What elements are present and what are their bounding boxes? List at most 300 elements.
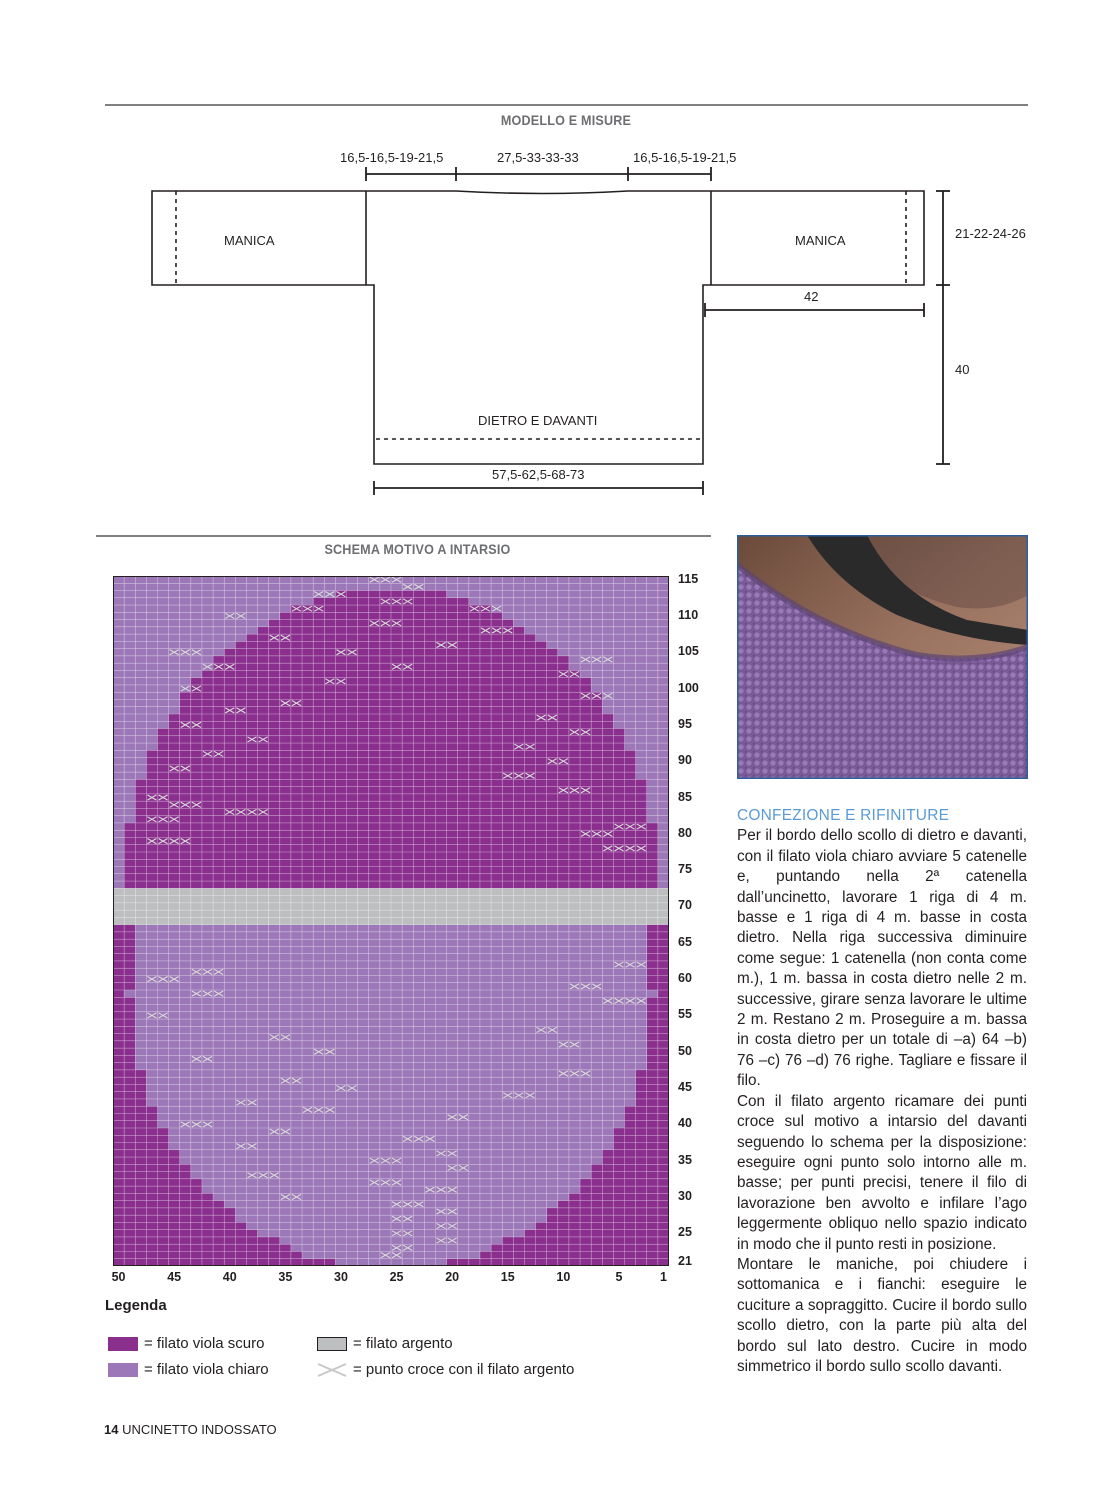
chart-cell <box>569 1193 580 1200</box>
chart-cell <box>324 1244 335 1251</box>
chart-cell <box>202 1012 213 1019</box>
chart-cell <box>280 714 291 721</box>
chart-cell <box>269 772 280 779</box>
chart-cell <box>113 620 124 627</box>
chart-cell <box>213 910 224 917</box>
chart-cell <box>224 837 235 844</box>
chart-cell <box>269 1012 280 1019</box>
chart-cell <box>447 816 458 823</box>
chart-cell <box>324 707 335 714</box>
chart-cell <box>135 1215 146 1222</box>
chart-cell <box>491 925 502 932</box>
chart-cell <box>335 1164 346 1171</box>
chart-cell <box>235 1026 246 1033</box>
chart-cell <box>513 1034 524 1041</box>
chart-cell <box>447 1055 458 1062</box>
chart-cell <box>135 699 146 706</box>
chart-cell <box>558 1106 569 1113</box>
chart-cell <box>580 576 591 583</box>
chart-cell <box>347 1063 358 1070</box>
chart-cell <box>569 837 580 844</box>
chart-cell <box>424 1164 435 1171</box>
chart-cell <box>213 881 224 888</box>
chart-cell <box>324 576 335 583</box>
chart-cell <box>169 830 180 837</box>
chart-cell <box>324 779 335 786</box>
chart-cell <box>502 1143 513 1150</box>
chart-cell <box>324 758 335 765</box>
chart-cell <box>647 1208 658 1215</box>
chart-cell <box>636 678 647 685</box>
chart-cell <box>580 1150 591 1157</box>
chart-cell <box>547 707 558 714</box>
chart-cell <box>235 939 246 946</box>
chart-cell <box>435 852 446 859</box>
chart-cell <box>413 1164 424 1171</box>
chart-cell <box>202 1186 213 1193</box>
chart-cell <box>636 591 647 598</box>
chart-cell <box>169 1041 180 1048</box>
chart-cell <box>536 1230 547 1237</box>
chart-cell <box>291 656 302 663</box>
chart-cell <box>591 576 602 583</box>
chart-cell <box>547 983 558 990</box>
chart-cell <box>591 1251 602 1258</box>
chart-cell <box>480 823 491 830</box>
chart-cell <box>313 1179 324 1186</box>
chart-cell <box>246 1164 257 1171</box>
chart-cell <box>391 881 402 888</box>
chart-cell <box>269 714 280 721</box>
chart-cell <box>513 859 524 866</box>
chart-cell <box>191 1012 202 1019</box>
chart-cell <box>335 1041 346 1048</box>
chart-cell <box>625 1143 636 1150</box>
chart-cell <box>369 707 380 714</box>
chart-cell <box>658 867 669 874</box>
chart-cell <box>347 939 358 946</box>
chart-cell <box>435 627 446 634</box>
chart-cell <box>625 983 636 990</box>
chart-cell <box>424 663 435 670</box>
chart-cell <box>480 634 491 641</box>
chart-cell <box>613 1164 624 1171</box>
chart-cell <box>280 772 291 779</box>
chart-cell <box>391 772 402 779</box>
chart-cell <box>213 925 224 932</box>
chart-cell <box>180 903 191 910</box>
chart-cell <box>124 1164 135 1171</box>
chart-cell <box>213 1201 224 1208</box>
chart-cell <box>235 968 246 975</box>
chart-cell <box>302 1230 313 1237</box>
chart-cell <box>569 1012 580 1019</box>
chart-cell <box>636 968 647 975</box>
chart-cell <box>146 678 157 685</box>
chart-cell <box>146 699 157 706</box>
chart-cell <box>524 1193 535 1200</box>
chart-cell <box>558 867 569 874</box>
chart-cell <box>647 975 658 982</box>
chart-cell <box>435 1063 446 1070</box>
chart-cell <box>302 1063 313 1070</box>
chart-cell <box>369 583 380 590</box>
chart-cell <box>335 968 346 975</box>
chart-cell <box>402 605 413 612</box>
chart-cell <box>469 576 480 583</box>
chart-cell <box>291 758 302 765</box>
chart-cell <box>502 1099 513 1106</box>
chart-cell <box>480 1230 491 1237</box>
chart-cell <box>435 1164 446 1171</box>
chart-cell <box>558 641 569 648</box>
chart-cell <box>602 954 613 961</box>
chart-cell <box>135 925 146 932</box>
chart-cell <box>291 794 302 801</box>
chart-cell <box>358 1106 369 1113</box>
chart-cell <box>536 1113 547 1120</box>
chart-cell <box>135 1041 146 1048</box>
chart-cell <box>658 932 669 939</box>
chart-cell <box>591 1172 602 1179</box>
chart-cell <box>480 1048 491 1055</box>
chart-cell <box>324 917 335 924</box>
chart-cell <box>291 874 302 881</box>
chart-cell <box>347 692 358 699</box>
chart-cell <box>335 881 346 888</box>
chart-cell <box>513 816 524 823</box>
chart-cell <box>213 576 224 583</box>
chart-cell <box>380 605 391 612</box>
chart-cell <box>224 1222 235 1229</box>
chart-cell <box>480 685 491 692</box>
chart-cell <box>157 859 168 866</box>
chart-cell <box>169 1143 180 1150</box>
chart-cell <box>402 685 413 692</box>
chart-cell <box>602 1019 613 1026</box>
chart-cell <box>558 997 569 1004</box>
chart-cell <box>447 1193 458 1200</box>
chart-x-label: 25 <box>389 1270 404 1284</box>
chart-cell <box>291 721 302 728</box>
chart-cell <box>591 750 602 757</box>
chart-cell <box>469 867 480 874</box>
chart-cell <box>502 678 513 685</box>
chart-cell <box>536 627 547 634</box>
chart-cell <box>625 932 636 939</box>
chart-cell <box>369 867 380 874</box>
chart-cell <box>324 1092 335 1099</box>
chart-cell <box>458 954 469 961</box>
chart-cell <box>569 1244 580 1251</box>
chart-cell <box>191 765 202 772</box>
chart-cell <box>358 1055 369 1062</box>
chart-cell <box>258 801 269 808</box>
chart-cell <box>291 1201 302 1208</box>
chart-cell <box>224 634 235 641</box>
chart-cell <box>447 1092 458 1099</box>
chart-cell <box>424 685 435 692</box>
chart-cell <box>324 1143 335 1150</box>
chart-cell <box>424 1070 435 1077</box>
chart-cell <box>569 656 580 663</box>
chart-cell <box>246 1244 257 1251</box>
chart-cell <box>591 997 602 1004</box>
chart-cell <box>513 620 524 627</box>
chart-cell <box>213 801 224 808</box>
chart-cell <box>402 750 413 757</box>
chart-cell <box>157 968 168 975</box>
chart-cell <box>358 699 369 706</box>
chart-cell <box>625 678 636 685</box>
chart-cell <box>324 1041 335 1048</box>
chart-cell <box>391 743 402 750</box>
chart-cell <box>180 997 191 1004</box>
chart-cell <box>358 896 369 903</box>
chart-cell <box>658 990 669 997</box>
chart-cell <box>269 670 280 677</box>
chart-cell <box>469 1055 480 1062</box>
chart-cell <box>269 1063 280 1070</box>
chart-cell <box>636 852 647 859</box>
chart-cell <box>636 1215 647 1222</box>
chart-cell <box>146 1077 157 1084</box>
chart-cell <box>547 830 558 837</box>
chart-cell <box>135 736 146 743</box>
chart-cell <box>169 1193 180 1200</box>
chart-cell <box>513 729 524 736</box>
chart-cell <box>447 627 458 634</box>
chart-cell <box>424 910 435 917</box>
chart-cell <box>269 1259 280 1266</box>
chart-cell <box>280 983 291 990</box>
chart-cell <box>380 1143 391 1150</box>
chart-cell <box>625 954 636 961</box>
chart-cell <box>280 816 291 823</box>
chart-cell <box>625 925 636 932</box>
chart-cell <box>513 612 524 619</box>
chart-cell <box>213 772 224 779</box>
chart-cell <box>213 1041 224 1048</box>
chart-cell <box>269 583 280 590</box>
chart-cell <box>636 772 647 779</box>
chart-cell <box>480 852 491 859</box>
chart-cell <box>591 1106 602 1113</box>
chart-cell <box>358 975 369 982</box>
chart-cell <box>146 1113 157 1120</box>
chart-cell <box>302 837 313 844</box>
chart-cell <box>569 772 580 779</box>
chart-cell <box>491 1157 502 1164</box>
chart-cell <box>547 975 558 982</box>
chart-cell <box>491 1201 502 1208</box>
chart-cell <box>491 598 502 605</box>
chart-cell <box>113 1259 124 1266</box>
chart-cell <box>369 1164 380 1171</box>
chart-cell <box>224 961 235 968</box>
chart-cell <box>513 634 524 641</box>
chart-cell <box>636 729 647 736</box>
chart-cell <box>469 954 480 961</box>
chart-cell <box>180 743 191 750</box>
chart-cell <box>424 656 435 663</box>
chart-cell <box>391 852 402 859</box>
chart-cell <box>636 1084 647 1091</box>
chart-cell <box>146 656 157 663</box>
chart-cell <box>658 670 669 677</box>
chart-cell <box>636 707 647 714</box>
chart-cell <box>625 576 636 583</box>
chart-cell <box>569 699 580 706</box>
chart-cell <box>524 954 535 961</box>
chart-cell <box>191 634 202 641</box>
chart-cell <box>369 1259 380 1266</box>
chart-cell <box>558 1063 569 1070</box>
chart-cell <box>135 1230 146 1237</box>
chart-cell <box>135 1106 146 1113</box>
chart-cell <box>602 758 613 765</box>
chart-cell <box>447 932 458 939</box>
chart-cell <box>124 721 135 728</box>
chart-cell <box>135 1077 146 1084</box>
chart-cell <box>191 997 202 1004</box>
chart-cell <box>647 692 658 699</box>
chart-cell <box>391 1034 402 1041</box>
chart-cell <box>347 1012 358 1019</box>
chart-cell <box>647 881 658 888</box>
chart-cell <box>291 591 302 598</box>
chart-cell <box>569 612 580 619</box>
chart-cell <box>124 656 135 663</box>
chart-cell <box>536 1193 547 1200</box>
chart-cell <box>513 881 524 888</box>
chart-cell <box>569 1172 580 1179</box>
chart-cell <box>280 990 291 997</box>
chart-cell <box>258 1026 269 1033</box>
chart-cell <box>191 808 202 815</box>
chart-cell <box>202 1150 213 1157</box>
chart-cell <box>502 830 513 837</box>
chart-cell <box>347 772 358 779</box>
chart-cell <box>235 1041 246 1048</box>
chart-cell <box>358 1230 369 1237</box>
chart-cell <box>313 1084 324 1091</box>
chart-cell <box>180 1150 191 1157</box>
chart-cell <box>513 1186 524 1193</box>
chart-cell <box>569 859 580 866</box>
chart-cell <box>358 641 369 648</box>
chart-cell <box>613 1128 624 1135</box>
chart-cell <box>391 867 402 874</box>
chart-cell <box>591 888 602 895</box>
chart-cell <box>424 1055 435 1062</box>
chart-cell <box>569 1092 580 1099</box>
chart-cell <box>591 1128 602 1135</box>
chart-cell <box>258 1048 269 1055</box>
chart-cell <box>258 1121 269 1128</box>
chart-cell <box>424 779 435 786</box>
chart-cell <box>191 743 202 750</box>
chart-cell <box>358 1041 369 1048</box>
chart-cell <box>580 1186 591 1193</box>
chart-cell <box>124 990 135 997</box>
chart-cell <box>391 787 402 794</box>
chart-cell <box>380 1230 391 1237</box>
chart-cell <box>491 1113 502 1120</box>
chart-cell <box>235 714 246 721</box>
chart-cell <box>636 932 647 939</box>
chart-cell <box>502 1150 513 1157</box>
chart-cell <box>602 1164 613 1171</box>
chart-cell <box>502 1208 513 1215</box>
chart-cell <box>569 605 580 612</box>
chart-cell <box>380 910 391 917</box>
chart-cell <box>313 1012 324 1019</box>
chart-cell <box>558 1055 569 1062</box>
chart-cell <box>658 656 669 663</box>
chart-cell <box>424 845 435 852</box>
chart-cell <box>558 1172 569 1179</box>
chart-cell <box>135 641 146 648</box>
chart-cell <box>591 598 602 605</box>
chart-cell <box>146 743 157 750</box>
chart-cell <box>202 1048 213 1055</box>
chart-cell <box>313 1005 324 1012</box>
chart-cell <box>269 1048 280 1055</box>
chart-cell <box>636 1157 647 1164</box>
chart-cell <box>413 1251 424 1258</box>
chart-cell <box>358 1113 369 1120</box>
chart-cell <box>513 1193 524 1200</box>
chart-cell <box>625 1251 636 1258</box>
chart-cell <box>358 598 369 605</box>
chart-cell <box>191 750 202 757</box>
chart-cell <box>469 1005 480 1012</box>
chart-cell <box>613 983 624 990</box>
chart-cell <box>524 1121 535 1128</box>
chart-cell <box>580 896 591 903</box>
chart-cell <box>558 1230 569 1237</box>
chart-cell <box>369 823 380 830</box>
chart-cell <box>113 1193 124 1200</box>
chart-cell <box>113 714 124 721</box>
chart-cell <box>602 932 613 939</box>
chart-cell <box>135 983 146 990</box>
chart-cell <box>157 1055 168 1062</box>
chart-cell <box>402 1208 413 1215</box>
chart-cell <box>502 779 513 786</box>
chart-cell <box>469 932 480 939</box>
chart-cell <box>413 620 424 627</box>
chart-cell <box>391 808 402 815</box>
chart-cell <box>469 743 480 750</box>
chart-cell <box>591 939 602 946</box>
chart-cell <box>424 714 435 721</box>
chart-cell <box>280 663 291 670</box>
chart-cell <box>658 1019 669 1026</box>
chart-cell <box>302 1157 313 1164</box>
chart-cell <box>291 961 302 968</box>
chart-cell <box>647 765 658 772</box>
chart-cell <box>502 663 513 670</box>
chart-cell <box>513 1201 524 1208</box>
chart-cell <box>658 830 669 837</box>
chart-cell <box>313 1019 324 1026</box>
chart-cell <box>491 859 502 866</box>
chart-cell <box>613 641 624 648</box>
chart-cell <box>536 750 547 757</box>
chart-cell <box>302 1215 313 1222</box>
